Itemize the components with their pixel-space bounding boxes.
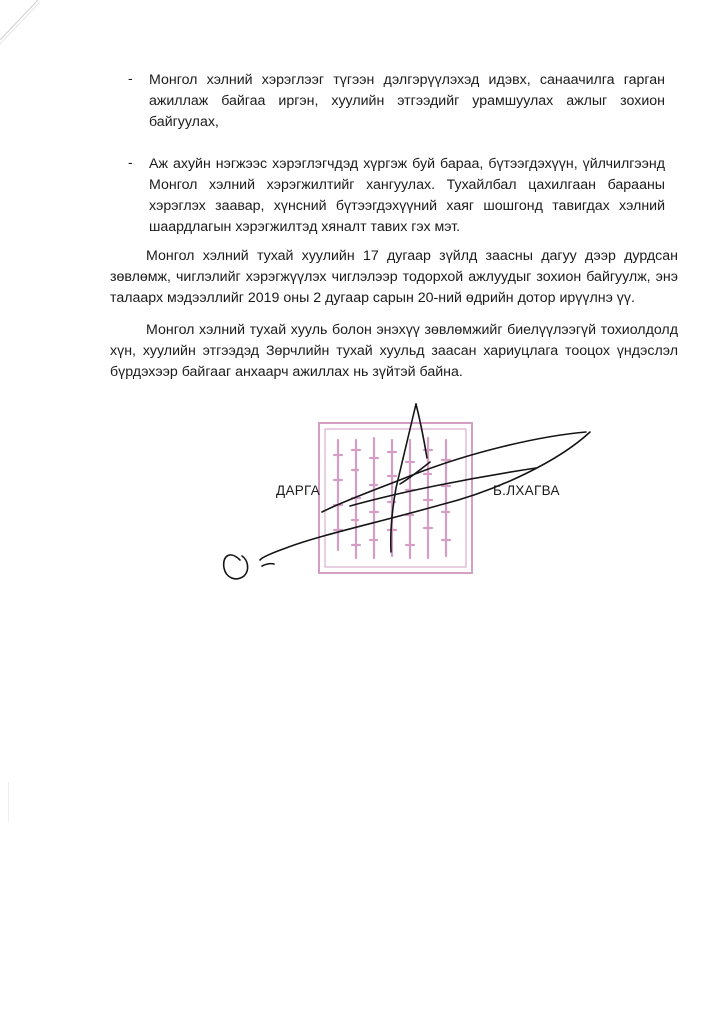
bullet-text: Монгол хэлний хэрэглээг түгээн дэлгэрүүлэхэд идэвх, санаачилга гарган ажиллаж байгаа иргэн, хуулийн этгээдийг урамшуулах ажлыг зохион байгуулах, [149,72,665,130]
bullet-marker: - [128,70,133,86]
scan-edge-mark [8,782,9,822]
signatory-title: ДАРГА [276,483,321,498]
signatory-name: Б.ЛХАГВА [493,483,560,498]
bullet-text: Аж ахуйн нэгжээс хэрэглэгчдэд хүргэж буй бараа, бүтээгдэхүүн, үйлчилгээнд Монгол хэлний хэрэгжилтийг хангуулах. Тухайлбал цахилгаан барааны хэрэглэх заавар, хүнсний бүтээгдэхүүний хаяг шошгонд тавигдах хэлний шаардлагын хэрэгжилтэд хяналт тавих гэх мэт. [149,156,665,235]
body-paragraph: Монгол хэлний тухай хууль болон энэхүү зөвлөмжийг биелүүлээгүй тохиолдолд хүн, хуулийн этгээдэд Зөрчлийн тухай хуульд заасан хариуцлага тооцох үндэслэл бүрдэхээр байгааг анхаарч ажиллах нь зүйтэй байна. [110,322,678,380]
bullet-marker: - [128,154,133,170]
body-paragraph: Монгол хэлний тухай хуулийн 17 дугаар зүйлд заасны дагуу дээр дурдсан зөвлөмж, чиглэлийг хэрэгжүүлэх чиглэлээр тодорхой ажлуудыг зохион байгуулж, энэ талаарх мэдээллийг 2019 оны 2 дугаар сарын 20-ний өдрийн дотор ирүүлнэ үү. [110,248,678,306]
